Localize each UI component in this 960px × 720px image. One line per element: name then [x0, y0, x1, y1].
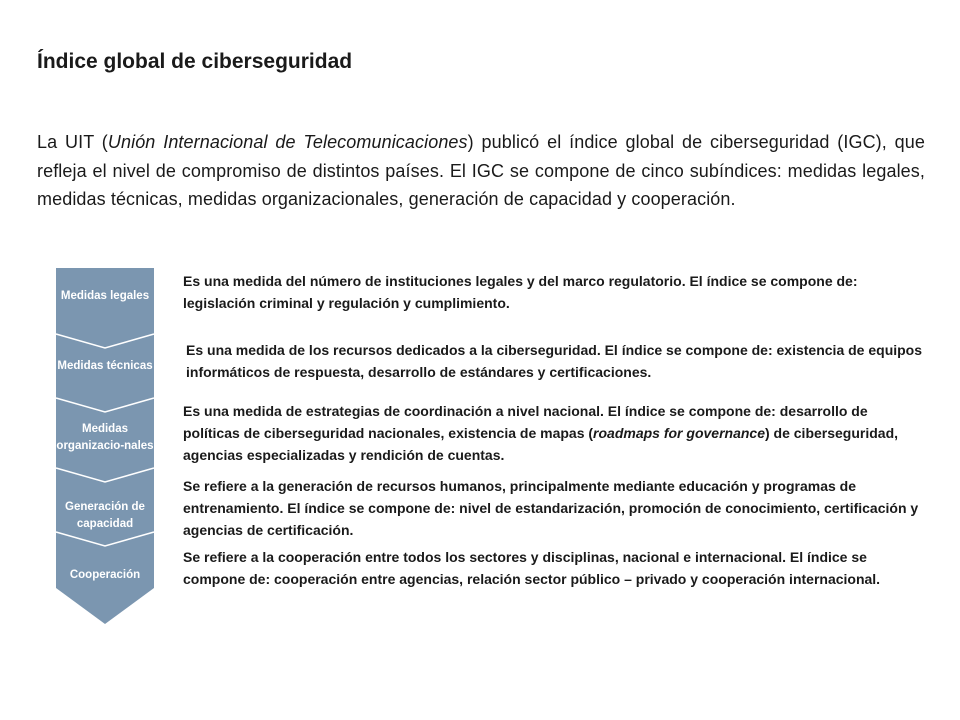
intro-text-italic: Unión Internacional de Telecomunicaciones	[107, 132, 468, 152]
description-cooperacion: Se refiere a la cooperación entre todos los sectores y disciplinas, nacional e internacional. El índice se compone de: cooperación entre agencias, relación sector público – privado y cooperación internacional.	[183, 549, 881, 587]
description-capacidad: Se refiere a la generación de recursos humanos, principalmente mediante educación y programas de entrenamiento. El índice se compone de: nivel de estandarización, promoción de conocimiento, certificación y agencias de certificación.	[183, 478, 919, 538]
page-title: Índice global de ciberseguridad	[37, 50, 353, 73]
intro-text-before: La UIT (	[37, 132, 108, 152]
description-organizacionales-before: Es una medida de estrategias de coordinación a nivel nacional. El índice se compone de: desarrollo de políticas de ciberseguridad nacionales, existencia de mapas (	[183, 403, 868, 441]
intro-text-after: ) publicó el índice global de ciberseguridad (IGC), que refleja el nivel de compromiso de distintos países. El IGC se compone de cinco subíndices: medidas legales, medidas técnicas, medidas organizacionales, generación de capacidad y cooperación.	[37, 132, 925, 209]
description-tecnicas: Es una medida de los recursos dedicados a la ciberseguridad. El índice se compone de: existencia de equipos informáticos de respuesta, desarrollo de estándares y certificaciones.	[186, 342, 923, 380]
chevron-label-cooperacion: Cooperación	[69, 569, 141, 581]
intro-paragraph	[37, 128, 925, 214]
chevron-label-organizacionales: Medidas organizacio-nales	[56, 423, 154, 452]
chevron-label-tecnicas: Medidas técnicas	[57, 360, 153, 372]
description-organizacionales-italic: roadmaps for governance	[593, 425, 765, 441]
description-legales: Es una medida del número de instituciones legales y del marco regulatorio. El índice se compone de: legislación criminal y regulación y cumplimiento.	[183, 273, 858, 311]
description-organizacionales-after: ) de ciberseguridad, agencias especializadas y rendición de cuentas.	[183, 425, 899, 463]
chevron-label-capacidad: Generación de capacidad	[65, 501, 145, 530]
description-organizacionales	[183, 400, 928, 466]
chevron-process-stack	[56, 268, 154, 624]
chevron-label-legales: Medidas legales	[60, 290, 150, 302]
